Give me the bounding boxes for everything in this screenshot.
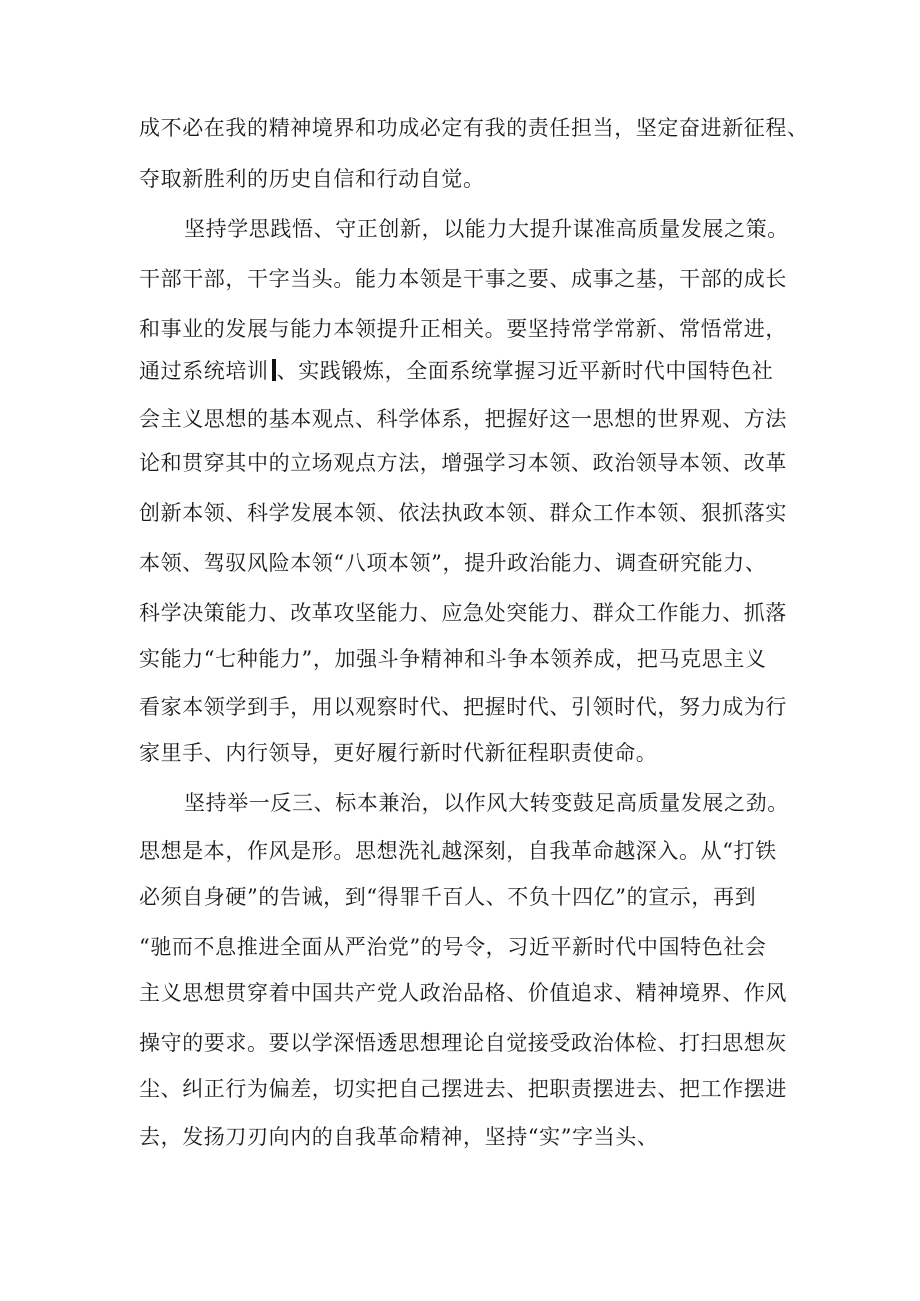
text-line-9: 创新本领、科学发展本领、依法执政本领、群众工作本领、狠抓落实 [139,501,787,525]
paragraph-2-first-line: 坚持学思践悟、守正创新，以能力大提升谋准高质量发展之策。 [184,217,789,241]
text-line-17: 必须自身硬”的告诫，到“得罪千百人、不负十四亿”的宣示，再到 [139,885,757,909]
text-line-16: 思想是本，作风是形。思想洗礼越深刻，自我革命越深入。从“打铁 [139,839,777,863]
text-line-5: 和事业的发展与能力本领提升正相关。要坚持常学常新、常悟常进， [139,317,787,341]
text-line-1: 成不必在我的精神境界和功成必定有我的责任担当，坚定奋进新征程、 [139,116,809,140]
text-line-6-lead: 通过系统培训 [139,359,269,383]
text-line-6 [139,350,819,392]
text-line-21: 尘、纠正行为偏差，切实把自己摆进去、把职责摆进去、把工作摆进 [139,1077,787,1101]
text-cursor-mark [272,359,276,381]
text-line-22: 去，发扬刀刃向内的自我革命精神，坚持“实”字当头、 [139,1125,659,1149]
paragraph-3-first-line: 坚持举一反三、标本兼治，以作风大转变鼓足高质量发展之劲。 [184,791,789,815]
text-line-6-rest: 、实践锻炼，全面系统掌握习近平新时代中国特色社 [276,359,774,383]
text-line-11: 科学决策能力、改革攻坚能力、应急处突能力、群众工作能力、抓落 [139,601,787,625]
text-line-20: 操守的要求。要以学深悟透思想理论自觉接受政治体检、打扫思想灰 [139,1031,787,1055]
text-line-19: 主义思想贯穿着中国共产党人政治品格、价值追求、精神境界、作风 [139,981,787,1005]
text-line-14: 家里手、内行领导，更好履行新时代新征程职责使命。 [139,741,658,765]
text-line-18: “驰而不息推进全面从严治党”的号令，习近平新时代中国特色社会 [139,935,767,959]
text-line-7: 会主义思想的基本观点、科学体系，把握好这一思想的世界观、方法 [139,407,787,431]
text-line-13: 看家本领学到手，用以观察时代、把握时代、引领时代，努力成为行 [139,695,787,719]
text-line-8: 论和贯穿其中的立场观点方法，增强学习本领、政治领导本领、改革 [139,451,787,475]
text-line-2: 夺取新胜利的历史自信和行动自觉。 [139,167,485,191]
text-line-10: 本领、驾驭风险本领“八项本领”，提升政治能力、调查研究能力、 [139,551,767,575]
text-line-12: 实能力“七种能力”，加强斗争精神和斗争本领养成，把马克思主义 [139,647,767,671]
text-line-4: 干部干部，干字当头。能力本领是干事之要、成事之基，干部的成长 [139,267,787,291]
